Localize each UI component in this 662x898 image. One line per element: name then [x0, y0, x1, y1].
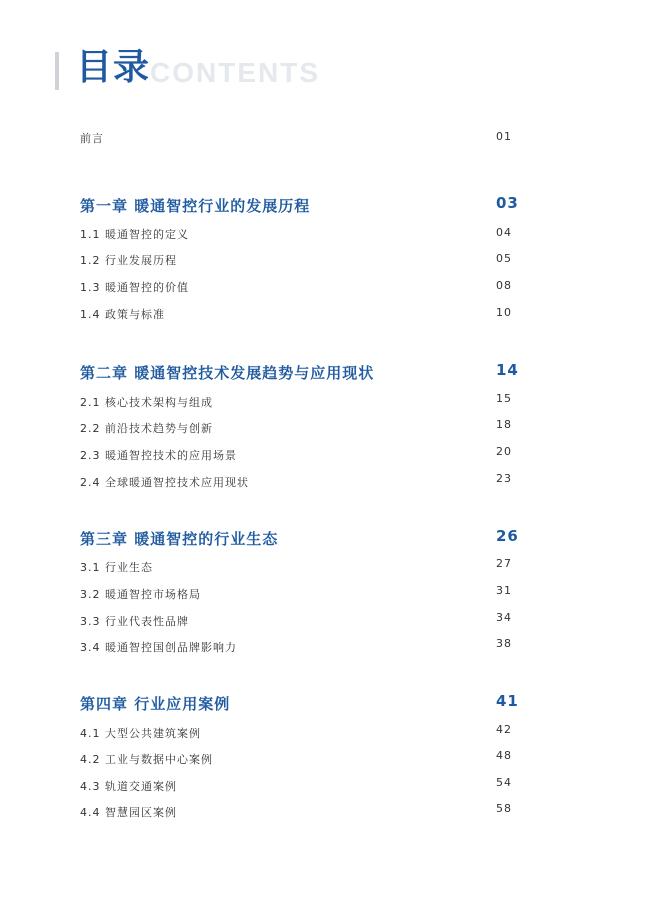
toc-entry-page: 01 — [496, 130, 512, 143]
chapter-title: 第四章 行业应用案例 — [80, 695, 231, 713]
toc-entry-label: 3.2 暖通智控市场格局 — [80, 588, 201, 601]
toc-entry-label: 前言 — [80, 132, 104, 145]
toc-entry-page: 18 — [496, 418, 512, 431]
chapter-page: 14 — [496, 361, 519, 379]
toc-entry-label: 3.1 行业生态 — [80, 561, 153, 574]
toc-chapter-2[interactable] — [80, 362, 520, 384]
page-title: 目录 — [76, 47, 151, 88]
toc-entry[interactable] — [80, 472, 520, 490]
toc-entry-page: 20 — [496, 445, 512, 458]
toc-entry-preface[interactable] — [80, 130, 520, 148]
toc-entry-page: 23 — [496, 472, 512, 485]
toc-entry-page: 58 — [496, 802, 512, 815]
page-title-english: CONTENTS — [150, 57, 320, 88]
toc-entry[interactable] — [80, 392, 520, 410]
chapter-title: 第三章 暖通智控的行业生态 — [80, 530, 279, 548]
toc-entry[interactable] — [80, 418, 520, 436]
toc-entry-label: 4.3 轨道交通案例 — [80, 780, 177, 793]
header-accent-bar — [55, 52, 59, 90]
toc-entry[interactable] — [80, 445, 520, 463]
toc-entry[interactable] — [80, 279, 520, 297]
toc-entry[interactable] — [80, 226, 520, 244]
toc-entry-label: 2.2 前沿技术趋势与创新 — [80, 422, 213, 435]
chapter-page: 03 — [496, 194, 519, 212]
toc-entry[interactable] — [80, 252, 520, 270]
toc-entry[interactable] — [80, 723, 520, 741]
toc-entry-label: 4.2 工业与数据中心案例 — [80, 753, 213, 766]
toc-entry-page: 42 — [496, 723, 512, 736]
toc-entry[interactable] — [80, 557, 520, 575]
toc-entry-label: 3.3 行业代表性品牌 — [80, 615, 189, 628]
toc-entry-label: 3.4 暖通智控国创品牌影响力 — [80, 641, 237, 654]
toc-entry-label: 2.3 暖通智控技术的应用场景 — [80, 449, 237, 462]
toc-entry-label: 1.2 行业发展历程 — [80, 254, 177, 267]
chapter-title: 第一章 暖通智控行业的发展历程 — [80, 197, 311, 215]
toc-entry-page: 34 — [496, 611, 512, 624]
toc-chapter-4[interactable] — [80, 693, 520, 715]
toc-entry-label: 4.4 智慧园区案例 — [80, 806, 177, 819]
toc-entry[interactable] — [80, 584, 520, 602]
toc-chapter-3[interactable] — [80, 528, 520, 550]
toc-entry-page: 48 — [496, 749, 512, 762]
chapter-page: 41 — [496, 692, 519, 710]
toc-entry-page: 27 — [496, 557, 512, 570]
toc-entry[interactable] — [80, 637, 520, 655]
toc-entry-label: 1.1 暖通智控的定义 — [80, 228, 189, 241]
toc-entry-label: 2.1 核心技术架构与组成 — [80, 396, 213, 409]
chapter-page: 26 — [496, 527, 519, 545]
toc-entry[interactable] — [80, 749, 520, 767]
toc-entry-page: 15 — [496, 392, 512, 405]
toc-entry-label: 1.4 政策与标准 — [80, 308, 165, 321]
toc-chapter-1[interactable] — [80, 195, 520, 217]
toc-entry-page: 10 — [496, 306, 512, 319]
toc-entry[interactable] — [80, 611, 520, 629]
toc-entry-page: 08 — [496, 279, 512, 292]
toc-entry-label: 2.4 全球暖通智控技术应用现状 — [80, 476, 249, 489]
toc-entry-page: 05 — [496, 252, 512, 265]
toc-entry-label: 4.1 大型公共建筑案例 — [80, 727, 201, 740]
toc-entry[interactable] — [80, 306, 520, 324]
toc-entry-page: 38 — [496, 637, 512, 650]
toc-entry[interactable] — [80, 802, 520, 820]
toc-entry-page: 31 — [496, 584, 512, 597]
toc-entry[interactable] — [80, 776, 520, 794]
toc-entry-page: 54 — [496, 776, 512, 789]
toc-entry-label: 1.3 暖通智控的价值 — [80, 281, 189, 294]
toc-entry-page: 04 — [496, 226, 512, 239]
chapter-title: 第二章 暖通智控技术发展趋势与应用现状 — [80, 364, 375, 382]
